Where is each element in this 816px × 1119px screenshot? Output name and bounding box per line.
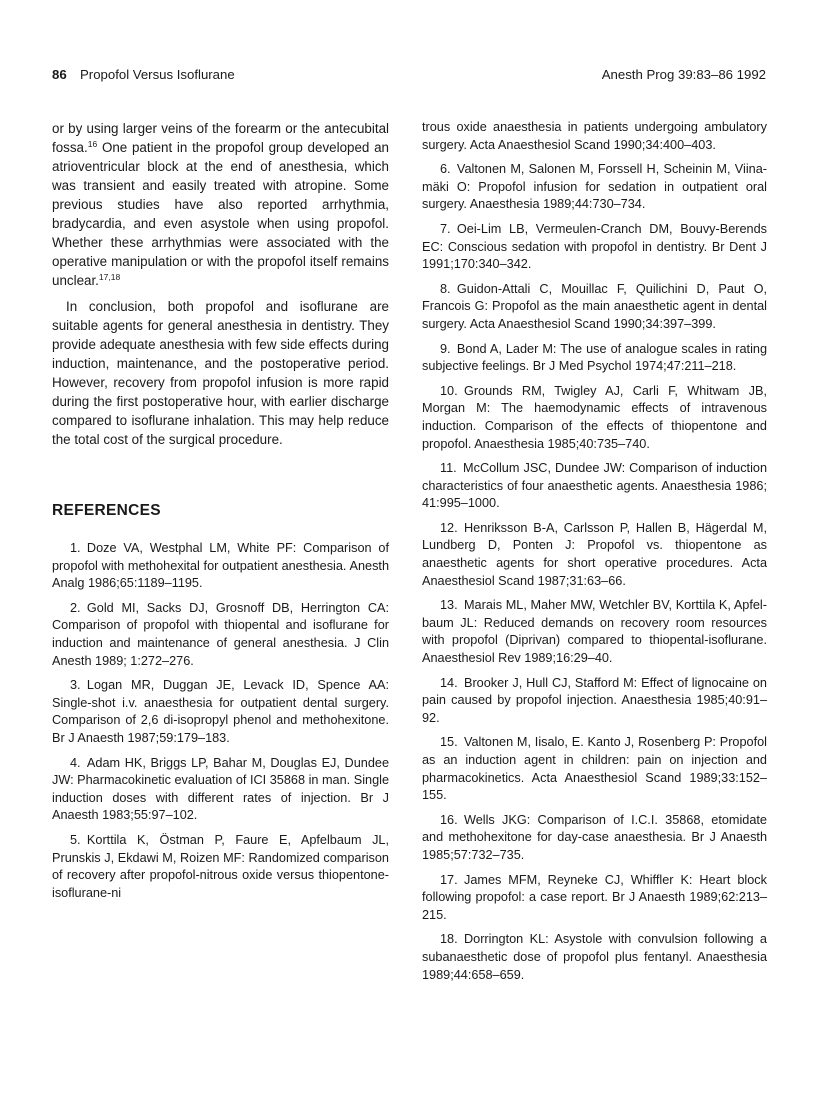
reference-item: 9. Bond A, Lader M: The use of analogue scales in rating subjective feelings. Br J Med Psychol 1974;47:211–218.: [422, 341, 767, 374]
right-column: [422, 119, 767, 991]
reference-item: 2. Gold MI, Sacks DJ, Grosnoff DB, Herrington CA: Comparison of propofol with thiopental and isoflurane for induction and maintenance of general anesthesia. J Clin Anesth 1989; 1:272–276.: [52, 600, 389, 668]
reference-list-left: [52, 540, 389, 902]
reference-item-continuation: trous oxide anaesthesia in patients undergoing ambulatory surgery. Acta Anaesthesiol Scand 1990;34:400–403.: [422, 120, 767, 152]
reference-item: 1. Doze VA, Westphal LM, White PF: Comparison of propofol with methohexital for outpatient anesthesia. Anesth Analg 1986;65:1189–1195.: [52, 541, 389, 591]
references-heading: REFERENCES: [52, 502, 161, 519]
citation-superscript: 16: [87, 139, 98, 149]
reference-item: 11. McCollum JSC, Dundee JW: Comparison of induction characteristics of four anaesthetic agents. Anaesthesia 1986; 41:995–1000.: [422, 461, 767, 511]
reference-item: 16. Wells JKG: Comparison of I.C.I. 35868, etomidate and methohexitone for day-case anaesthesia. Br J Anaesth 1985;57:732–735.: [422, 812, 767, 862]
reference-item: 13. Marais ML, Maher MW, Wetchler BV, Korttila K, Apfelbaum JL: Reduced demands on recovery room resources with propofol (Diprivan) compared to thiopental-isoflurane. Anaesthesiol Rev 1989;16:29–40.: [422, 598, 767, 666]
reference-item: 7. Oei-Lim LB, Vermeulen-Cranch DM, Bouvy-Berends EC: Conscious sedation with propofol in dentistry. Br Dent J 1991;170:340–342.: [422, 221, 767, 272]
citation-superscript: 17,18: [98, 272, 121, 282]
reference-item: 3. Logan MR, Duggan JE, Levack ID, Spence AA: Single-shot i.v. anaesthesia for outpatient dental surgery. Comparison of 2,6 di-isopropyl phenol and methohexitone. Br J Anaesth 1987;59:179–183.: [52, 678, 389, 745]
reference-item: 10. Grounds RM, Twigley AJ, Carli F, Whitwam JB, Morgan M: The haemodynamic effects of intravenous induction. Comparison of the effects of thiopentone and propofol. Anaesthesia 1985;40:735–740.: [422, 383, 767, 451]
reference-item: 8. Guidon-Attali C, Mouillac F, Quilichini D, Paut O, Francois G: Propofol as the main anaesthetic agent in dental surgery. Acta Anaesthesiol Scand 1990;34:397–399.: [422, 281, 767, 331]
reference-item: 18. Dorrington KL: Asystole with convulsion following a subanaesthetic dose of propofol plus fentanyl. Anaesthesia 1989;44:658–659.: [422, 932, 767, 982]
body-paragraph-2: In conclusion, both propofol and isoflurane are suitable agents for general anesthesia in dentistry. They provide adequate anesthesia with few side effects during induction, maintenance, and the postoperative period. However, recovery from propofol infusion is more rapid during the first postoperative hour, with earlier discharge compared to isoflurane inhalation. This may help reduce the total cost of the surgical procedure.: [52, 299, 389, 447]
paragraph-text: One patient in the propofol group developed an atrioventricular block at the end of anesthesia, which was transient and easily treated with atropine. Some previous studies have also reported arrhythmia, bradycardia, and even asystole when using propofol. Whether these arrhythmias were associated with the operative manipulation or with the propofol itself remains unclear.: [52, 140, 389, 288]
reference-item: 4. Adam HK, Briggs LP, Bahar M, Douglas EJ, Dundee JW: Pharmacokinetic evaluation of ICI 35868 in man. Single induction doses with different rates of injection. Br J Anaesth 1983;55:97–102.: [52, 755, 389, 823]
reference-item: 5. Korttila K, Östman P, Faure E, Apfelbaum JL, Prunskis J, Ekdawi M, Roizen MF: Randomized comparison of recovery after propofol-nitrous oxide versus thiopentone-isoflurane-ni: [52, 832, 389, 900]
page-number: 86: [52, 67, 67, 82]
body-paragraph-1: [52, 119, 389, 290]
journal-citation: Anesth Prog 39:83–86 1992: [601, 67, 766, 82]
running-title: Propofol Versus Isoflurane: [80, 67, 235, 82]
reference-item: 17. James MFM, Reyneke CJ, Whiffler K: Heart block following propofol: a case report. Br J Anaesth 1989;62:213–215.: [422, 872, 767, 922]
reference-item: 14. Brooker J, Hull CJ, Stafford M: Effect of lignocaine on pain caused by propofol injection. Anaesthesia 1985;40:91–92.: [422, 675, 767, 725]
reference-item: 6. Valtonen M, Salonen M, Forssell H, Scheinin M, Viinamäki O: Propofol infusion for sedation in outpatient oral surgery. Anaesthesia 1989;44:730–734.: [422, 162, 767, 212]
reference-item: 12. Henriksson B-A, Carlsson P, Hallen B, Hägerdal M, Lundberg D, Ponten J: Propofol vs. thiopentone as anaesthetic agents for short operative procedures. Acta Anaesthesiol Scand 1987;31:63–66.: [422, 520, 767, 588]
reference-item: 15. Valtonen M, Iisalo, E. Kanto J, Rosenberg P: Propofol as an induction agent in children: pain on injection and pharmacokinetics. Acta Anaesthesiol Scand 1989;33:152–155.: [422, 735, 767, 803]
running-header: [0, 67, 816, 87]
paragraph-text: or by using larger veins of the forearm or the antecubital fossa.: [52, 121, 389, 155]
left-column: [52, 119, 389, 909]
